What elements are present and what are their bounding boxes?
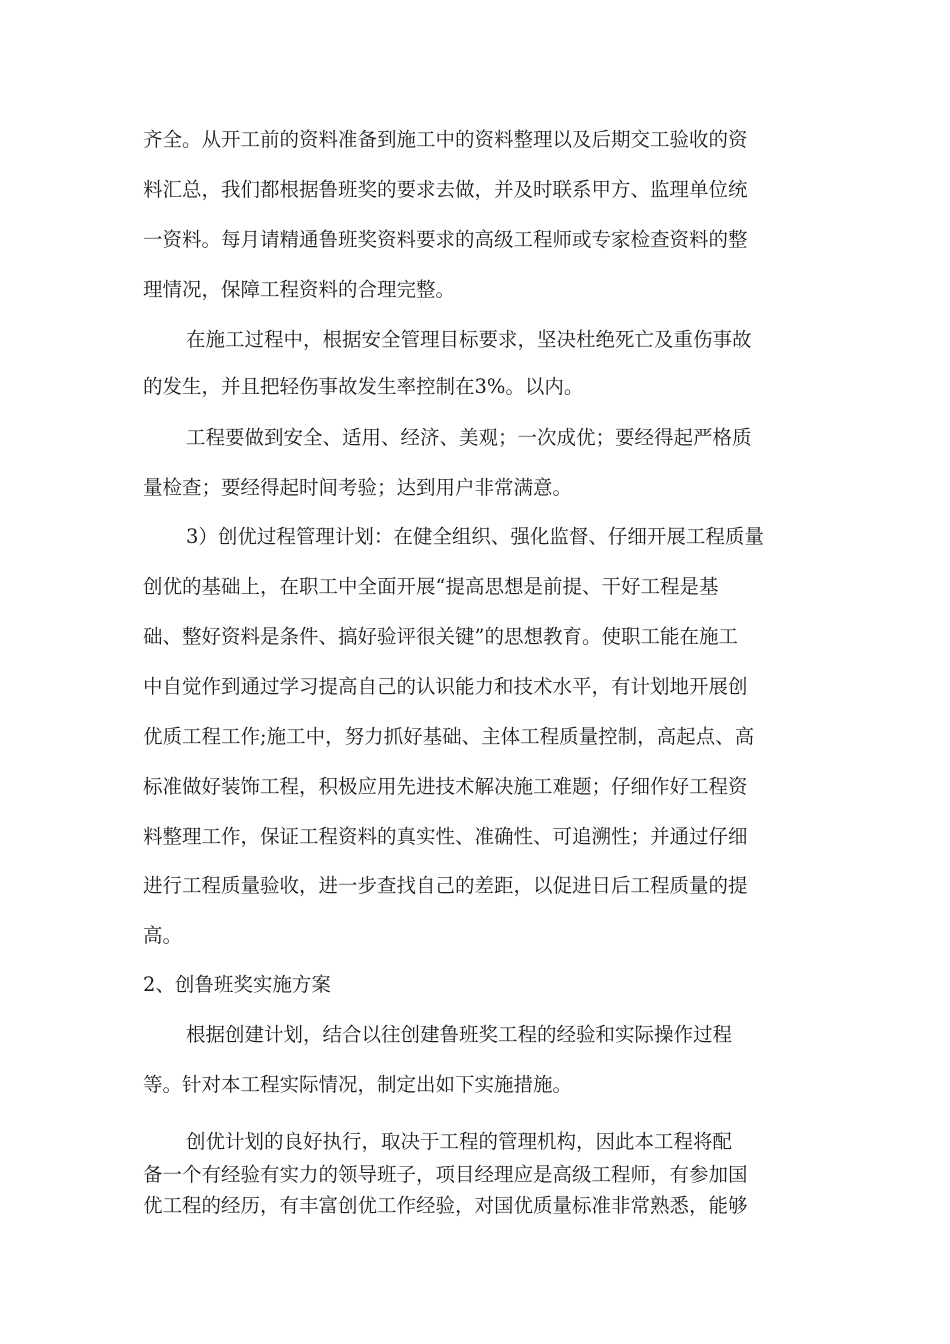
text-line: 等。针对本工程实际情况，制定出如下实施措施。 bbox=[143, 1073, 573, 1096]
text-line: 优质工程工作;施工中，努力抓好基础、主体工程质量控制，高起点、高 bbox=[143, 725, 755, 748]
paragraph-start-line: 工程要做到安全、适用、经济、美观；一次成优；要经得起严格质 bbox=[186, 426, 752, 449]
text-line: 础、整好资料是条件、搞好验评很关键”的思想教育。使职工能在施工 bbox=[143, 625, 738, 648]
text-line: 的发生，并且把轻伤事故发生率控制在3%。以内。 bbox=[143, 375, 584, 398]
section-heading: 2、创鲁班奖实施方案 bbox=[143, 973, 331, 996]
paragraph-start-line: 3）创优过程管理计划：在健全组织、强化监督、仔细开展工程质量 bbox=[186, 525, 764, 548]
text-line: 齐全。从开工前的资料准备到施工中的资料整理以及后期交工验收的资 bbox=[143, 128, 748, 151]
text-line: 标准做好装饰工程，积极应用先进技术解决施工难题；仔细作好工程资 bbox=[143, 775, 748, 798]
text-line: 量检查；要经得起时间考验；达到用户非常满意。 bbox=[143, 476, 573, 499]
text-line: 一资料。每月请精通鲁班奖资料要求的高级工程师或专家检查资料的整 bbox=[143, 228, 748, 251]
text-line: 理情况，保障工程资料的合理完整。 bbox=[143, 278, 456, 301]
paragraph-start-line: 在施工过程中，根据安全管理目标要求，坚决杜绝死亡及重伤事故 bbox=[186, 328, 752, 351]
text-line: 料整理工作，保证工程资料的真实性、准确性、可追溯性；并通过仔细 bbox=[143, 825, 748, 848]
text-line: 备一个有经验有实力的领导班子，项目经理应是高级工程师，有参加国 bbox=[143, 1163, 748, 1186]
text-line: 创优的基础上，在职工中全面开展“提高思想是前提、干好工程是基 bbox=[143, 575, 719, 598]
text-line: 高。 bbox=[143, 924, 183, 947]
text-line: 料汇总，我们都根据鲁班奖的要求去做，并及时联系甲方、监理单位统 bbox=[143, 178, 748, 201]
paragraph-start-line: 根据创建计划，结合以往创建鲁班奖工程的经验和实际操作过程 bbox=[186, 1023, 733, 1046]
paragraph-start-line: 创优计划的良好执行，取决于工程的管理机构，因此本工程将配 bbox=[186, 1130, 733, 1153]
text-line: 中自觉作到通过学习提高自己的认识能力和技术水平，有计划地开展创 bbox=[143, 675, 748, 698]
text-line: 进行工程质量验收，进一步查找自己的差距，以促进日后工程质量的提 bbox=[143, 874, 748, 897]
text-line: 优工程的经历，有丰富创优工作经验，对国优质量标准非常熟悉，能够 bbox=[143, 1194, 748, 1217]
